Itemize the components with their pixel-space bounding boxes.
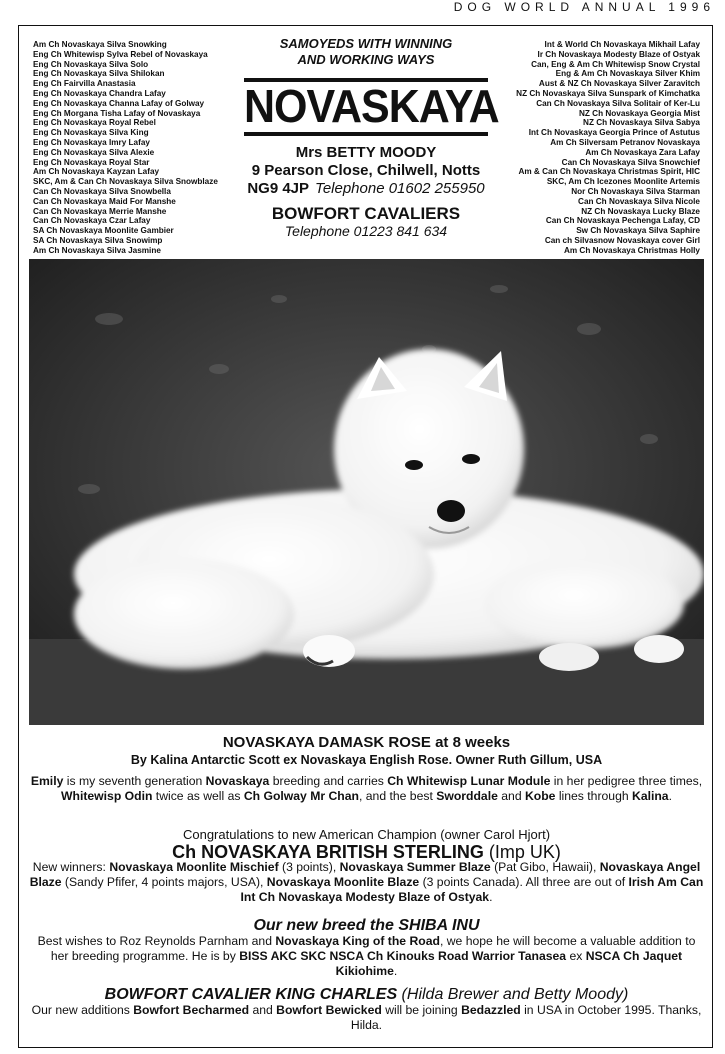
bowfort-title: BOWFORT CAVALIER KING CHARLES xyxy=(104,986,398,1003)
dog-name: BISS AKC SKC NSCA Ch Kinouks Road Warrior Tanasea xyxy=(239,949,567,963)
list-item: Am Ch Novaskaya Silva Jasmine xyxy=(33,245,161,255)
right-champion-list xyxy=(472,40,700,256)
text-run: (3 points Canada). All three are out of xyxy=(419,875,629,889)
dog-name: Novaskaya Moonlite Mischief xyxy=(109,860,279,874)
dog-name: Bowfort Becharmed xyxy=(133,1003,250,1017)
text-run: Our new additions xyxy=(31,1003,134,1017)
list-item: Can Ch Novaskaya Silva Snowchief xyxy=(561,157,700,167)
text-run: , and the best xyxy=(358,789,437,803)
left-champion-list xyxy=(33,40,238,256)
text-run: twice as well as xyxy=(152,789,244,803)
second-telephone: Telephone 01223 841 634 xyxy=(284,223,448,239)
text-run: breeding and carries xyxy=(269,774,388,788)
text-run: lines through xyxy=(555,789,633,803)
tagline-line-2: AND WORKING WAYS xyxy=(297,52,435,67)
dog-name: Novaskaya Summer Blaze xyxy=(339,860,491,874)
list-item: Can, Eng & Am Ch Whitewisp Snow Crystal xyxy=(531,59,700,69)
header-block xyxy=(231,36,501,240)
list-item: SKC, Am & Can Ch Novaskaya Silva Snowblaze xyxy=(33,177,218,187)
list-item: Am Ch Novaskaya Silva Snowking xyxy=(33,40,167,49)
list-item: Can Ch Novaskaya Pechenga Lafay, CD xyxy=(545,216,700,226)
list-item: Can Ch Novaskaya Merrie Manshe xyxy=(33,206,167,216)
list-item: Eng Ch Novaskaya Royal Rebel xyxy=(33,118,156,128)
running-head: DOG WORLD ANNUAL 1996 xyxy=(453,0,715,14)
list-item: Eng Ch Novaskaya Silva Alexie xyxy=(33,147,155,157)
list-item: NZ Ch Novaskaya Georgia Mist xyxy=(578,108,700,118)
puppy-photo xyxy=(29,259,704,725)
champion-title: Ch NOVASKAYA BRITISH STERLING xyxy=(172,842,484,862)
list-item: Can Ch Novaskaya Maid For Manshe xyxy=(33,196,176,206)
dog-name: Bowfort Bewicked xyxy=(276,1003,382,1017)
text-run: (3 points), xyxy=(278,860,340,874)
shiba-heading: Our new breed the SHIBA INU xyxy=(253,917,480,934)
list-item: Ir Ch Novaskaya Modesty Blaze of Ostyak xyxy=(537,49,700,59)
list-item: Can ch Silvasnow Novaskaya cover Girl xyxy=(544,235,700,245)
dog-name: Whitewisp Odin xyxy=(61,789,153,803)
new-winners-paragraph xyxy=(29,860,704,905)
text-run: New winners: xyxy=(32,860,110,874)
text-run: (Sandy Pfifer, 4 points majors, USA), xyxy=(61,875,267,889)
list-item: Am Ch Novaskaya Zara Lafay xyxy=(585,147,700,157)
list-item: Eng Ch Novaskaya Silva Shilokan xyxy=(33,69,165,79)
dog-name: Irish Am Can Int Ch Novaskaya Modesty Blaze of Ostyak xyxy=(240,875,704,904)
advert-frame xyxy=(18,25,713,1048)
dog-name: Novaskaya Angel Blaze xyxy=(29,860,701,889)
list-item: Am & Can Ch Novaskaya Christmas Spirit, HIC xyxy=(518,167,700,177)
tagline-line-1: SAMOYEDS WITH WINNING xyxy=(279,36,453,51)
list-item: Can Ch Novaskaya Silva Nicole xyxy=(578,196,700,206)
text-run: in her pedigree three times, xyxy=(550,774,703,788)
second-kennel-name: BOWFORT CAVALIERS xyxy=(271,204,461,223)
text-run: is my seventh generation xyxy=(63,774,206,788)
list-item: Sw Ch Novaskaya Silva Saphire xyxy=(576,226,700,236)
list-item: Aust & NZ Ch Novaskaya Silver Zaravitch xyxy=(538,79,700,89)
kennel-ref: Sworddale xyxy=(436,789,498,803)
dog-name: Ch Golway Mr Chan xyxy=(243,789,359,803)
telephone: Telephone 01602 255950 xyxy=(315,180,485,197)
champion-suffix: (Imp UK) xyxy=(483,842,561,862)
postcode: NG9 4JP xyxy=(247,180,310,197)
postcode-telephone xyxy=(231,180,501,198)
list-item: NZ Ch Novaskaya Silva Sunspark of Kimchatka xyxy=(516,88,700,98)
dog-name: Ch Whitewisp Lunar Module xyxy=(387,774,551,788)
photo-caption-subtitle: By Kalina Antarctic Scott ex Novaskaya English Rose. Owner Ruth Gillum, USA xyxy=(130,753,603,767)
kennel-name: NOVASKAYA xyxy=(244,81,499,133)
address: 9 Pearson Close, Chilwell, Notts xyxy=(251,162,481,179)
list-item: Nor Ch Novaskaya Silva Starman xyxy=(571,186,700,196)
owner-name: Mrs BETTY MOODY xyxy=(295,144,437,161)
text-run: in USA in October 1995. Thanks, Hilda. xyxy=(350,1003,702,1032)
dog-name: Novaskaya King of the Road xyxy=(275,934,440,948)
list-item: Can Ch Novaskaya Silva Snowbella xyxy=(33,186,171,196)
list-item: SKC, Am Ch Icezones Moonlite Artemis xyxy=(546,177,700,187)
kennel-ref: Kalina xyxy=(632,789,669,803)
text-run: will be joining xyxy=(381,1003,462,1017)
list-item: Can Ch Novaskaya Silva Solitair of Ker-Lu xyxy=(536,98,700,108)
bowfort-heading xyxy=(29,986,704,1004)
samoyed-puppy-illustration xyxy=(29,259,704,725)
list-item: Int Ch Novaskaya Georgia Prince of Astutus xyxy=(528,128,700,138)
shiba-paragraph xyxy=(29,934,704,979)
list-item: Eng Ch Novaskaya Silva Solo xyxy=(33,59,149,69)
list-item: SA Ch Novaskaya Silva Snowimp xyxy=(33,235,163,245)
list-item: NZ Ch Novaskaya Lucky Blaze xyxy=(581,206,700,216)
kennel-ref: Novaskaya xyxy=(205,774,270,788)
dog-name: Emily xyxy=(30,774,64,788)
text-run: and xyxy=(497,789,525,803)
text-run: (Pat Gibo, Hawaii), xyxy=(490,860,600,874)
list-item: Eng Ch Fairvilla Anastasia xyxy=(33,79,136,89)
list-item: Eng Ch Whitewisp Sylva Rebel of Novaskaya xyxy=(33,49,208,59)
text-run: ex xyxy=(566,949,586,963)
kennel-logo xyxy=(244,78,499,136)
text-run: . xyxy=(393,964,398,978)
dog-name: Bedazzled xyxy=(461,1003,521,1017)
photo-caption-title: NOVASKAYA DAMASK ROSE at 8 weeks xyxy=(222,734,511,751)
list-item: Am Ch Novaskaya Christmas Holly xyxy=(563,245,700,255)
list-item: Eng Ch Novaskaya Channa Lafay of Golway xyxy=(33,98,205,108)
list-item: Am Ch Novaskaya Kayzan Lafay xyxy=(33,167,160,177)
list-item: Eng Ch Novaskaya Silva King xyxy=(33,128,149,138)
list-item: Am Ch Silversam Petranov Novaskaya xyxy=(550,137,700,147)
text-run: , we hope he will become a valuable addition to her breeding programme. He is by xyxy=(50,934,696,963)
list-item: Eng & Am Ch Novaskaya Silver Khim xyxy=(555,69,700,79)
text-run: . xyxy=(668,789,672,803)
list-item: Eng Ch Morgana Tisha Lafay of Novaskaya xyxy=(33,108,201,118)
list-item: Can Ch Novaskaya Czar Lafay xyxy=(33,216,151,226)
emily-paragraph xyxy=(29,774,704,804)
bowfort-owners: (Hilda Brewer and Betty Moody) xyxy=(397,986,629,1003)
text-run: . xyxy=(489,890,493,904)
list-item: Int & World Ch Novaskaya Mikhail Lafay xyxy=(544,40,700,49)
bowfort-paragraph xyxy=(29,1003,704,1033)
list-item: Eng Ch Novaskaya Chandra Lafay xyxy=(33,88,166,98)
list-item: SA Ch Novaskaya Moonlite Gambier xyxy=(33,226,174,236)
list-item: NZ Ch Novaskaya Silva Sabya xyxy=(583,118,700,128)
list-item: Eng Ch Novaskaya Imry Lafay xyxy=(33,137,150,147)
text-run: and xyxy=(249,1003,277,1017)
list-item: Eng Ch Novaskaya Royal Star xyxy=(33,157,150,167)
congratulations-line: Congratulations to new American Champion (owner Carol Hjort) xyxy=(182,827,551,842)
text-run: Best wishes to Roz Reynolds Parnham and xyxy=(37,934,276,948)
kennel-ref: Kobe xyxy=(524,789,556,803)
dog-name: NSCA Ch Jaquet Kikiohime xyxy=(335,949,683,978)
dog-name: Novaskaya Moonlite Blaze xyxy=(266,875,420,889)
